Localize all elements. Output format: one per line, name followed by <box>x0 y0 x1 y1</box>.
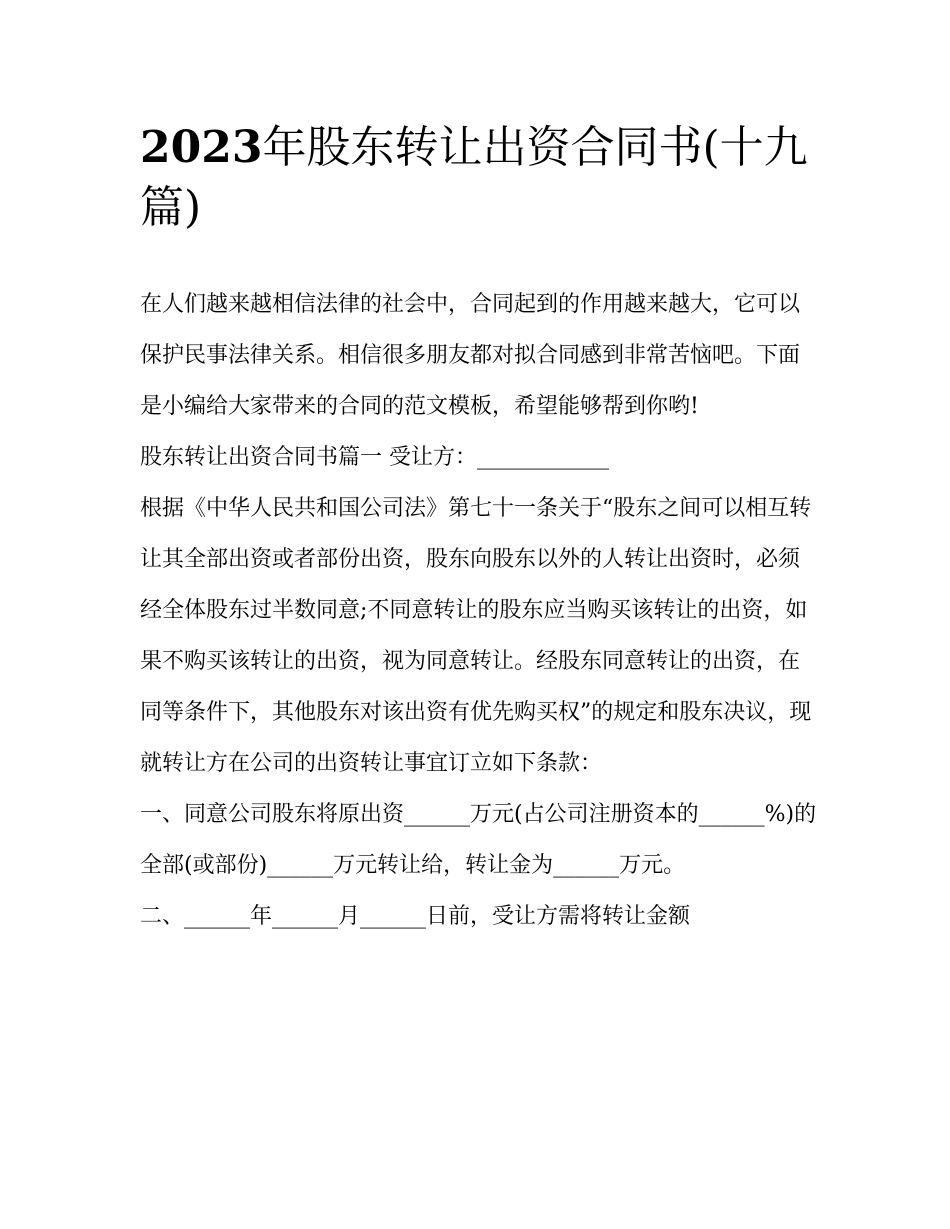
title-text: 年股东转让出资合同书(十九篇) <box>140 122 808 233</box>
document-title <box>140 118 820 238</box>
document-body <box>140 279 820 942</box>
section-heading-paragraph: 股东转让出资合同书篇一 受让方：____________ <box>140 445 609 470</box>
title-year: 2023 <box>140 122 263 173</box>
legal-basis-paragraph: 根据《中华人民共和国公司法》第七十一条关于“股东之间可以相互转让其全部出资或者部份出资，股东向股东以外的人转让出资时，必须经全体股东过半数同意;不同意转让的股东应当购买该转让的出资，如果不购买该转让的出资，视为同意转让。经股东同意转让的出资，在同等条件下，其他股东对该出资有优先购买权”的规定和股东决议，现就转让方在公司的出资转让事宜订立如下条款： <box>140 496 812 776</box>
intro-paragraph: 在人们越来越相信法律的社会中，合同起到的作用越来越大，它可以保护民事法律关系。相信很多朋友都对拟合同感到非常苦恼吧。下面是小编给大家带来的合同的范文模板，希望能够帮到你哟! <box>140 292 801 419</box>
clause-one-paragraph: 一、同意公司股东将原出资______万元(占公司注册资本的______%)的全部(或部份)______万元转让给，转让金为______万元。 <box>140 802 817 878</box>
clause-two-paragraph: 二、______年______月______日前，受让方需将转让金额 <box>140 904 691 929</box>
